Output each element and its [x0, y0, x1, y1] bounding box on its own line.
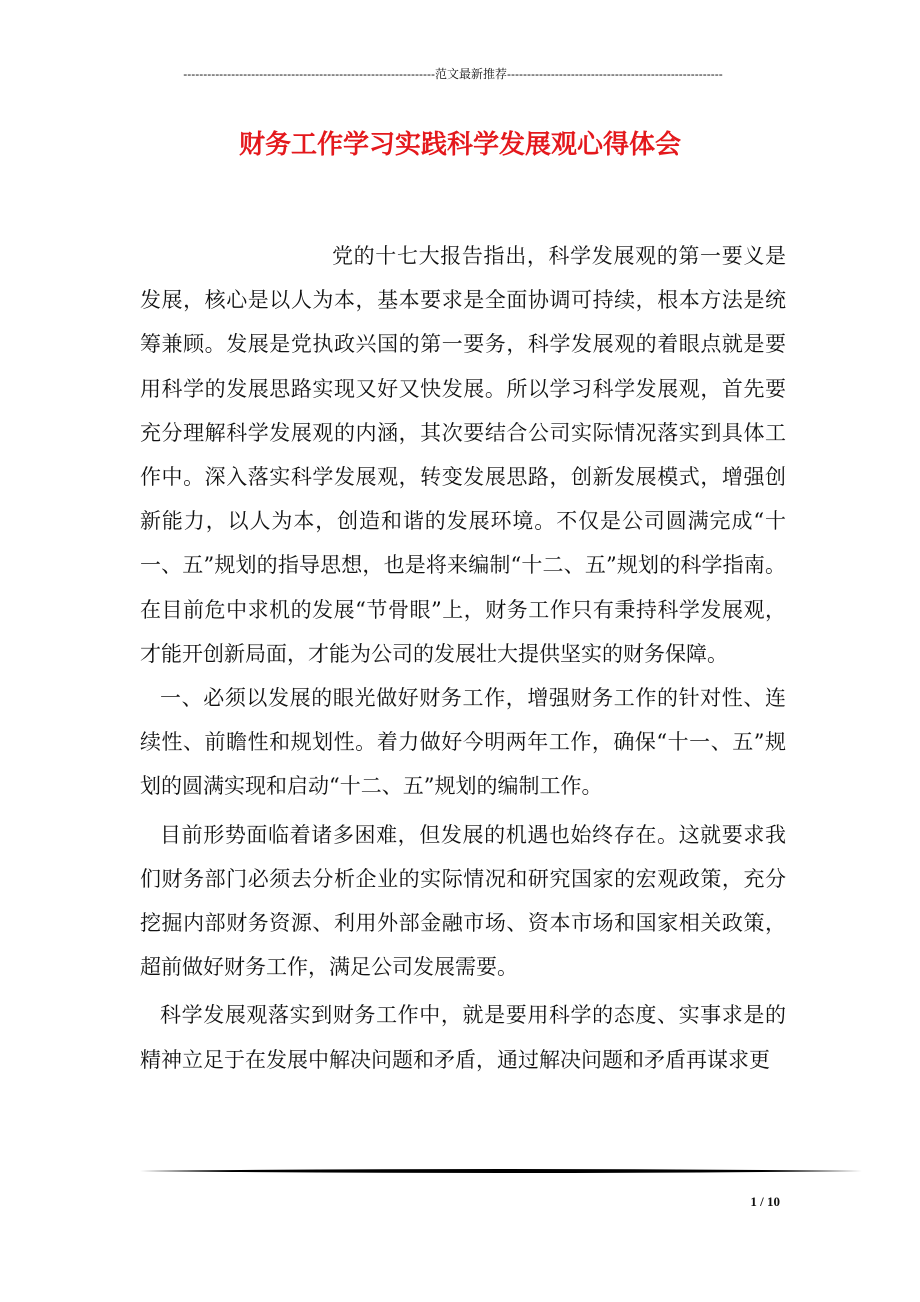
footer-divider: [140, 1168, 862, 1174]
paragraph-2: 一、必须以发展的眼光做好财务工作，增强财务工作的针对性、连续性、前瞻性和规划性。着力做好今明两年工作，确保“十一、五”规划的圆满实现和启动“十二、五”规划的编制工作。: [140, 686, 786, 799]
page-number: 1 / 10: [750, 1194, 780, 1209]
document-title: 财务工作学习实践科学发展观心得体会: [238, 130, 681, 160]
paragraph-3: 目前形势面临着诸多困难，但发展的机遇也始终存在。这就要求我们财务部门必须去分析企业的实际情况和研究国家的宏观政策，充分挖掘内部财务资源、利用外部金融市场、资本市场和国家相关政策，超前做好财务工作，满足公司发展需要。: [140, 822, 786, 980]
paragraph-4: 科学发展观落实到财务工作中，就是要用科学的态度、实事求是的精神立足于在发展中解决问题和矛盾，通过解决问题和矛盾再谋求更: [140, 1003, 786, 1072]
paragraph-1: 党的十七大报告指出，科学发展观的第一要义是发展，核心是以人为本，基本要求是全面协调可持续，根本方法是统筹兼顾。发展是党执政兴国的第一要务，科学发展观的着眼点就是要用科学的发展思路实现又好又快发展。所以学习科学发展观，首先要充分理解科学发展观的内涵，其次要结合公司实际情况落实到具体工作中。深入落实科学发展观，转变发展思路，创新发展模式，增强创新能力，以人为本，创造和谐的发展环境。不仅是公司圆满完成“十一、五”规划的指导思想，也是将来编制“十二、五”规划的科学指南。在目前危中求机的发展“节骨眼”上，财务工作只有秉持科学发展观，才能开创新局面，才能为公司的发展壮大提供坚实的财务保障。: [140, 244, 786, 666]
page-header: ---------------------------------------------------------------范文最新推荐------------------------------------------------------: [183, 67, 723, 81]
document-body: [140, 234, 786, 1082]
